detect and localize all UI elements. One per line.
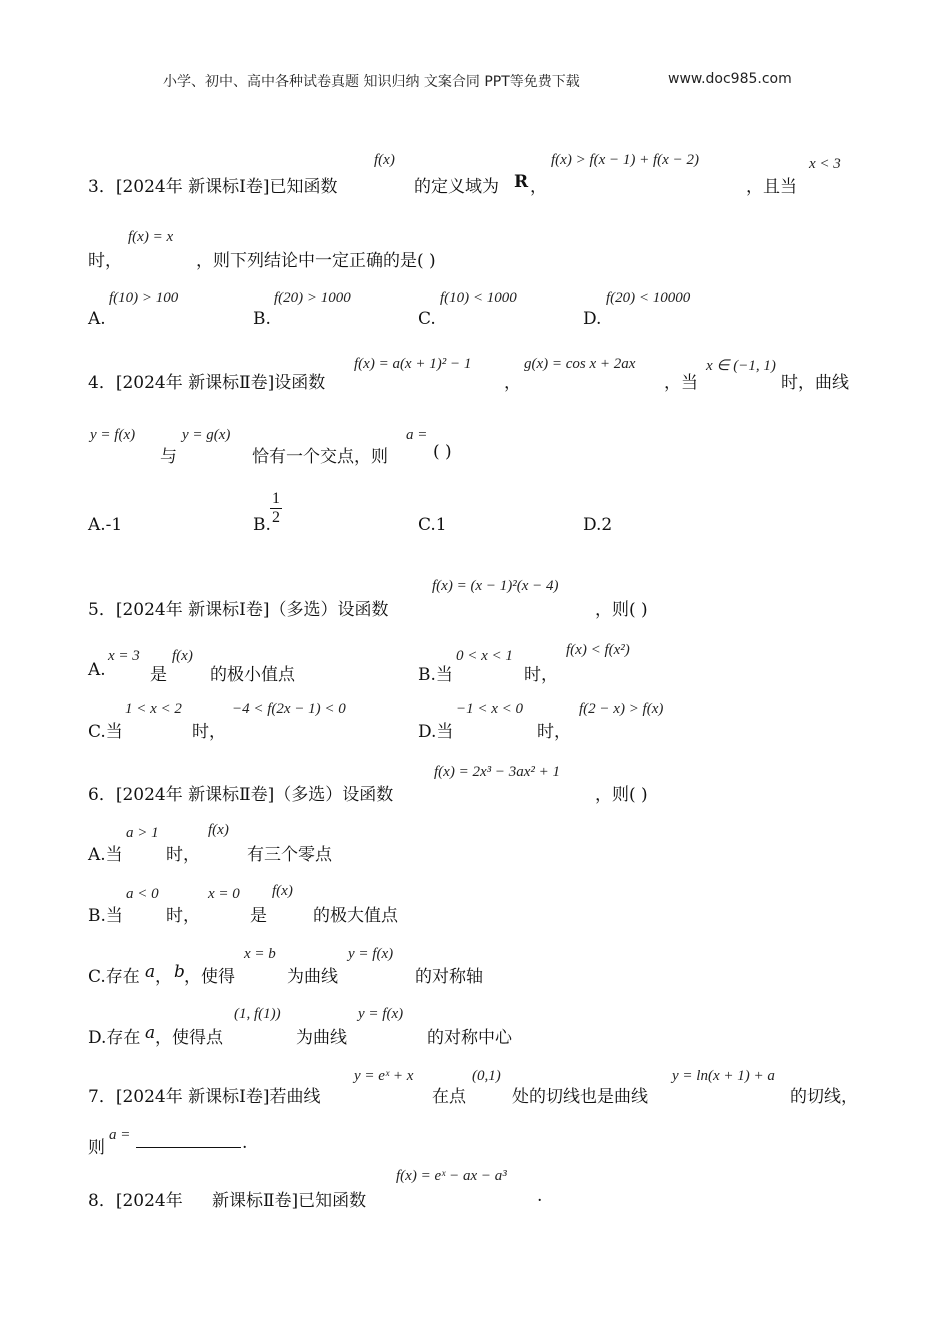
q6-option-a-math2: f(x): [208, 822, 229, 838]
q6-option-c-var-a: a: [145, 962, 156, 982]
q7-text-then: 则: [88, 1138, 105, 1158]
q7-text-tangent2: 的切线，: [790, 1087, 858, 1107]
q5-option-a-label[interactable]: A.: [88, 660, 106, 680]
q4-option-d[interactable]: D.2: [583, 515, 613, 535]
q6-option-c-text2: 为曲线: [287, 967, 338, 987]
q6-option-b-text2: 是: [250, 906, 267, 926]
q8-lead-2: 新课标Ⅱ卷]已知函数: [212, 1191, 367, 1211]
q4-math-yg: y = g(x): [182, 427, 231, 443]
q6-option-a-math1: a > 1: [126, 825, 159, 841]
q6-option-d-label[interactable]: D.存在: [88, 1028, 141, 1048]
site-url[interactable]: www.doc985.com: [668, 71, 792, 87]
q4-option-b-numerator: 1: [272, 490, 280, 507]
q4-option-b-fraction: [270, 490, 282, 527]
q4-math-f: f(x) = a(x + 1)² − 1: [354, 356, 472, 372]
q4-text-and: 与: [160, 447, 177, 467]
q5-option-b-label[interactable]: B.当: [418, 665, 453, 685]
q4-comma: ，: [504, 373, 521, 393]
q3-option-c-label: C.: [418, 309, 436, 329]
q4-option-b-denominator: 2: [272, 509, 280, 526]
q3-option-a[interactable]: f(10) > 100: [109, 290, 179, 306]
q3-option-b-label: B.: [253, 309, 271, 329]
q5-option-c-math2: −4 < f(2x − 1) < 0: [232, 701, 346, 717]
q6-option-d-math1: (1, f(1)): [234, 1006, 281, 1022]
q6-option-d-math2: y = f(x): [358, 1006, 404, 1022]
q5-option-a-text1: 是: [150, 665, 167, 685]
q3-text-time: 时，: [88, 251, 122, 271]
q3-text-when: ，且当: [746, 177, 797, 197]
q5-option-b-math1: 0 < x < 1: [456, 648, 513, 664]
q5-option-a-math2: f(x): [172, 648, 193, 664]
q4-math-g: g(x) = cos x + 2ax: [524, 356, 636, 372]
q6-option-b-math1: a < 0: [126, 886, 159, 902]
q4-lead: 4．[2024年 新课标Ⅱ卷]设函数: [88, 373, 326, 393]
q6-option-c-math2: y = f(x): [348, 946, 394, 962]
q7-text-period: .: [242, 1133, 248, 1153]
q6-option-c-var-b: b: [174, 962, 185, 982]
q8-text-period: .: [537, 1186, 543, 1206]
q3-reals: R: [514, 172, 529, 192]
q3-math-ineq: f(x) > f(x − 1) + f(x − 2): [551, 152, 699, 168]
q4-text-curve: 时，曲线: [781, 373, 849, 393]
q5-option-d-math1: −1 < x < 0: [456, 701, 524, 717]
q6-option-a-text1: 时，: [166, 845, 200, 865]
q5-math-f: f(x) = (x − 1)²(x − 4): [432, 578, 559, 594]
q6-option-d-text2: 为曲线: [296, 1028, 347, 1048]
q3-math-fx-eq-x: f(x) = x: [128, 229, 174, 245]
q6-option-b-math2: x = 0: [208, 886, 240, 902]
q3-option-c[interactable]: f(10) < 1000: [440, 290, 517, 306]
q6-option-a-text2: 有三个零点: [247, 845, 332, 865]
q5-option-d-label[interactable]: D.当: [418, 722, 454, 742]
q7-math-curve2: y = ln(x + 1) + a: [672, 1068, 775, 1084]
q6-lead: 6．[2024年 新课标Ⅱ卷]（多选）设函数: [88, 785, 394, 805]
q3-math-cond: x < 3: [809, 156, 841, 172]
q3-text-ask: ，则下列结论中一定正确的是( ): [196, 251, 436, 271]
q7-answer-blank[interactable]: [136, 1133, 241, 1148]
q3-comma: ，: [530, 177, 547, 197]
q4-math-yf: y = f(x): [90, 427, 136, 443]
q5-text-then: ，则( ): [595, 600, 648, 620]
q7-math-point: (0,1): [472, 1068, 501, 1084]
q7-text-tangent: 处的切线也是曲线: [512, 1087, 648, 1107]
q8-math-f: f(x) = eˣ − ax − a³: [396, 1168, 507, 1184]
q7-lead: 7．[2024年 新课标Ⅰ卷]若曲线: [88, 1087, 321, 1107]
q6-math-f: f(x) = 2x³ − 3ax² + 1: [434, 764, 560, 780]
q4-option-c[interactable]: C.1: [418, 515, 447, 535]
q6-option-d-text1: ，使得点: [155, 1028, 223, 1048]
q4-option-b-label[interactable]: B.: [253, 515, 271, 535]
q3-option-a-label: A.: [88, 309, 106, 329]
q4-text-when: ，当: [664, 373, 698, 393]
q6-option-d-var-a: a: [145, 1023, 156, 1043]
q7-math-a: a =: [109, 1127, 131, 1143]
q3-lead: 3．[2024年 新课标Ⅰ卷]已知函数: [88, 177, 338, 197]
q5-option-a-math1: x = 3: [108, 648, 140, 664]
q4-text-paren: ( ): [433, 442, 452, 462]
q5-option-d-text1: 时，: [537, 722, 571, 742]
q6-option-c-text3: 的对称轴: [415, 967, 483, 987]
q6-option-c-math1: x = b: [244, 946, 276, 962]
page-header: 小学、初中、高中各种试卷真题 知识归纳 文案合同 PPT等免费下载: [163, 74, 580, 90]
q6-option-b-text3: 的极大值点: [313, 906, 398, 926]
q4-text-intersect: 恰有一个交点，则: [252, 447, 388, 467]
q5-option-d-math2: f(2 − x) > f(x): [579, 701, 664, 717]
q3-math-fx: f(x): [374, 152, 395, 168]
q5-option-c-label[interactable]: C.当: [88, 722, 123, 742]
q3-option-d-label: D.: [583, 309, 602, 329]
q5-lead: 5．[2024年 新课标Ⅰ卷]（多选）设函数: [88, 600, 389, 620]
q5-option-b-math2: f(x) < f(x²): [566, 642, 630, 658]
q5-option-b-text1: 时，: [524, 665, 558, 685]
q4-math-interval: x ∈ (−1, 1): [706, 358, 776, 374]
q3-text-domain: 的定义域为: [414, 177, 499, 197]
q6-option-b-label[interactable]: B.当: [88, 906, 123, 926]
q5-option-c-text1: 时，: [192, 722, 226, 742]
q7-text-at-point: 在点: [432, 1087, 466, 1107]
q3-option-b[interactable]: f(20) > 1000: [274, 290, 351, 306]
q7-math-curve1: y = eˣ + x: [354, 1068, 414, 1084]
q3-option-d[interactable]: f(20) < 10000: [606, 290, 691, 306]
q6-option-c-label[interactable]: C.存在: [88, 967, 140, 987]
q6-text-then: ，则( ): [595, 785, 648, 805]
q8-lead: 8．[2024年: [88, 1191, 183, 1211]
q6-option-a-label[interactable]: A.当: [88, 845, 123, 865]
q5-option-c-math1: 1 < x < 2: [125, 701, 182, 717]
q6-option-b-math3: f(x): [272, 883, 293, 899]
q6-option-c-text1: ，使得: [184, 967, 235, 987]
q5-option-a-text2: 的极小值点: [210, 665, 295, 685]
q4-math-a: a =: [406, 427, 428, 443]
q6-option-b-text1: 时，: [166, 906, 200, 926]
q6-option-c-sep: ，: [155, 967, 172, 987]
q4-option-a[interactable]: A.-1: [88, 515, 123, 535]
q6-option-d-text3: 的对称中心: [427, 1028, 512, 1048]
